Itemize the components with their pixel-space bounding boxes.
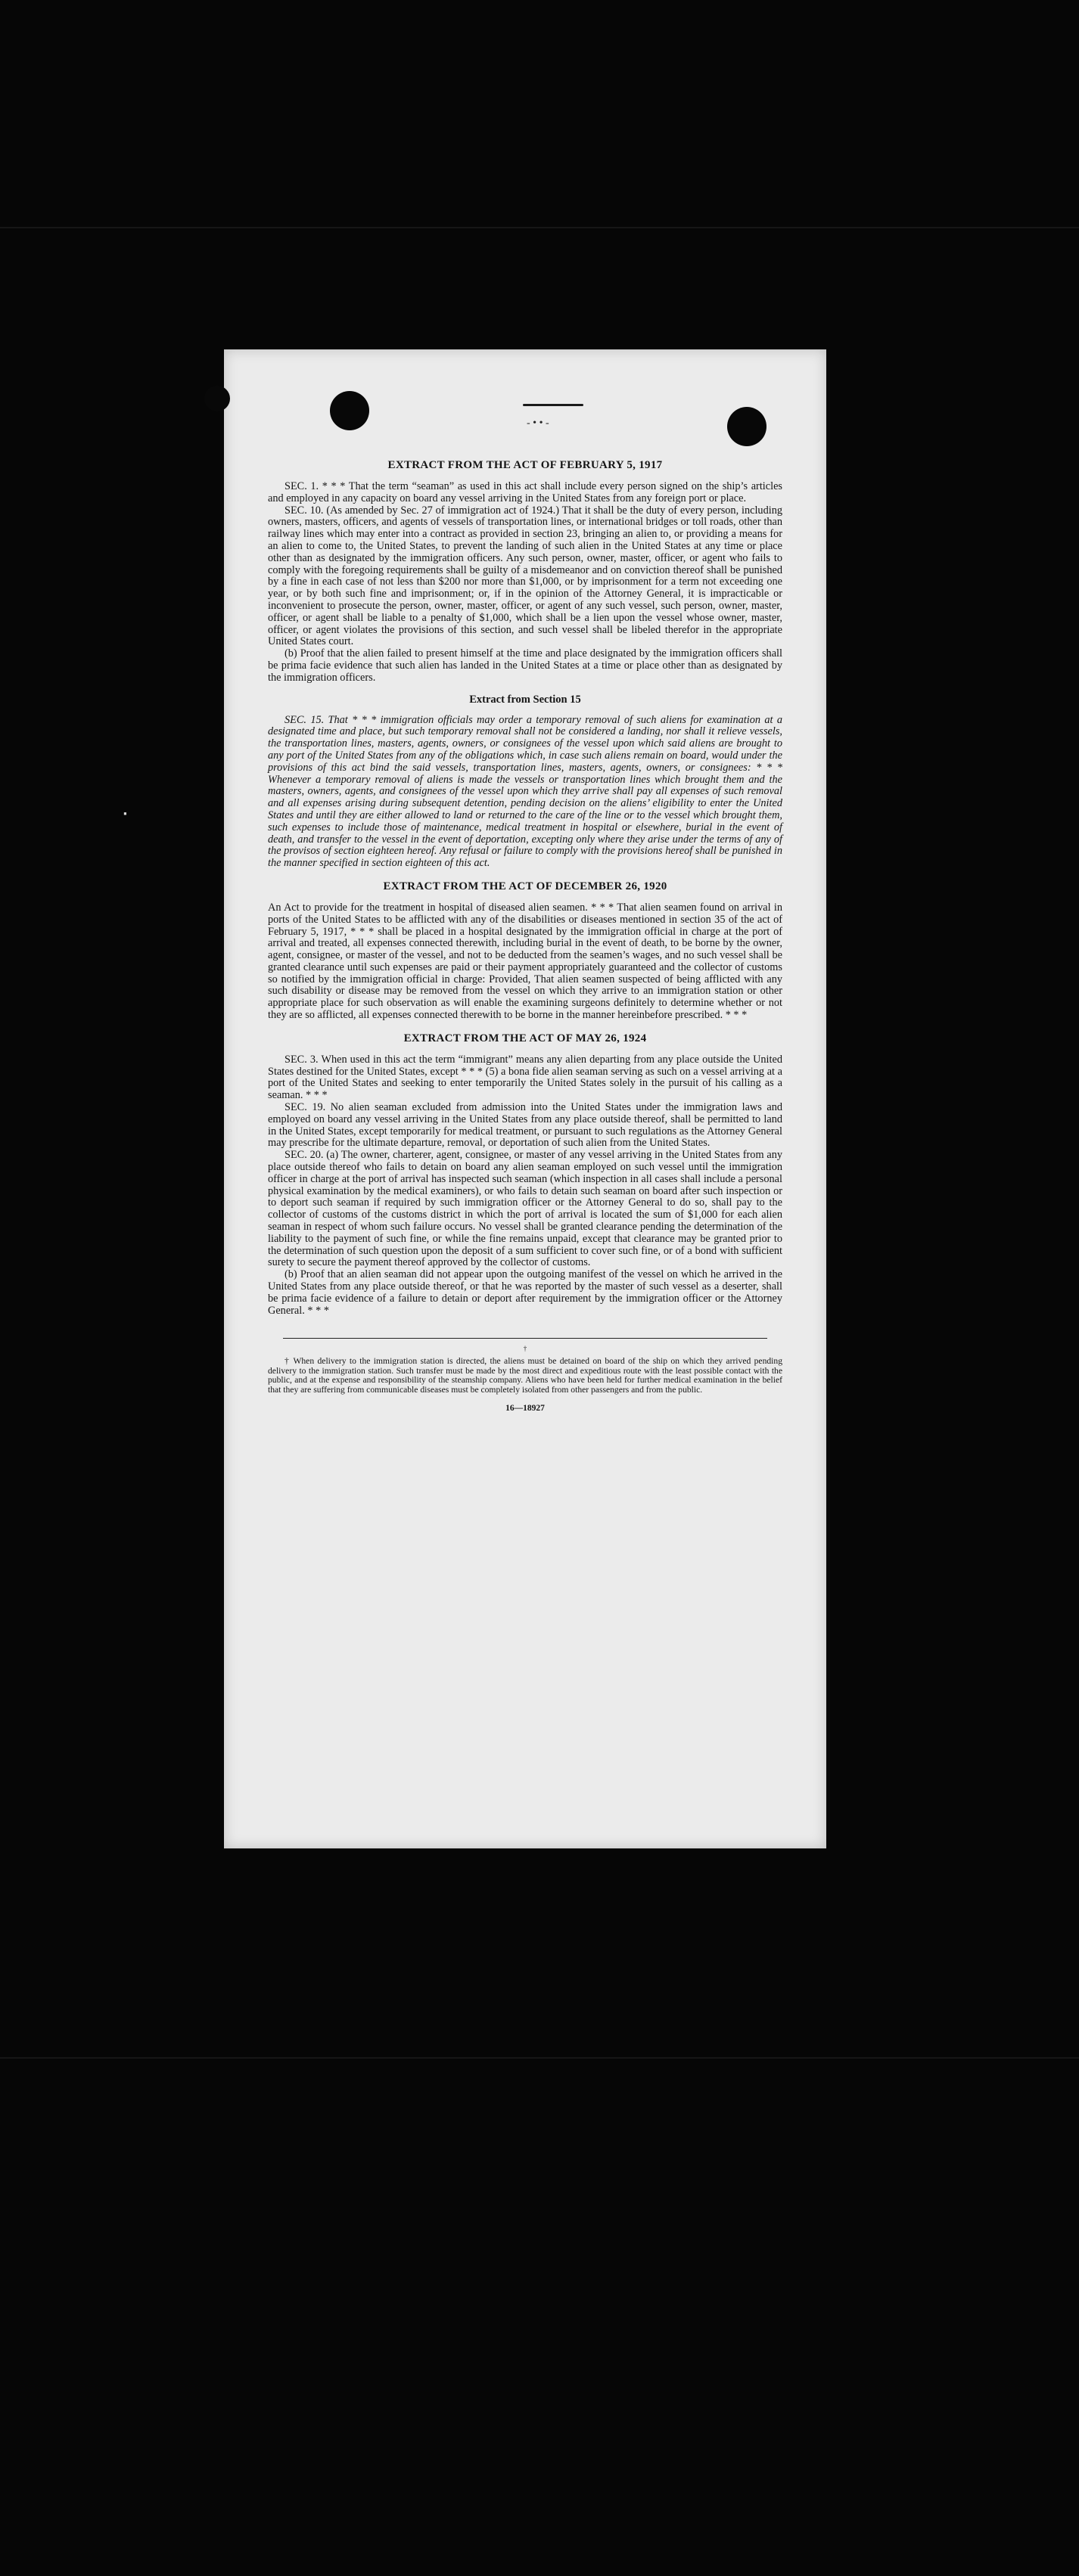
punch-hole-left [330, 391, 369, 430]
document-page [224, 349, 826, 1848]
scan-line-bottom [0, 2057, 1079, 2059]
paragraph-proof-b-1924: (b) Proof that an alien seaman did not appear upon the outgoing manifest of the vessel on which he arrived in the United States from any place outside thereof, or that he was reported by the master of such vessel as a deserter, shall be prima facie evidence of a failure to detain or deport after requirement by the immigration officer or the Attorney General. * * * [268, 1268, 782, 1317]
heading-act-1920: EXTRACT FROM THE ACT OF DECEMBER 26, 1920 [383, 880, 667, 892]
paragraph-sec-19: SEC. 19. No alien seaman excluded from admission into the United States under the immigration laws and employed on board any vessel arriving in the United States from any place outside thereof, shall be permitted to land in the United States, except temporarily for medical treatment, or pursuant to such regulations as the Attorney General may prescribe for the ultimate departure, removal, or deportation of such alien from the United States. [268, 1101, 782, 1150]
section-gap [268, 1022, 782, 1032]
scan-line-top [0, 227, 1079, 228]
document-body [268, 459, 782, 1414]
section-gap [268, 870, 782, 880]
paragraph-sec-20: SEC. 20. (a) The owner, charterer, agent, consignee, or master of any vessel arriving in the United States from any place outside thereof who fails to detain on board any alien seaman employed on such vessel until the immigration officer in charge at the port of arrival has inspected such seaman (which inspection in all cases shall include a personal physical examination by the medical examiners), or who fails to detain such seaman on board after such inspection or to deport such seaman if required by such immigration officer or the Attorney General to do so, shall pay to the collector of customs of the customs district in which the port of arrival is located the sum of $1,000 for each alien seaman in respect of whom such failure occurs. No vessel shall be granted clearance pending the determination of the liability to the payment of such fine, or while the fine remains unpaid, except that clearance may be granted prior to the determination of such question upon the deposit of a sum sufficient to cover such fine, or of a bond with sufficient surety to secure the payment thereof approved by the collector of customs. [268, 1149, 782, 1269]
paragraph-sec-3: SEC. 3. When used in this act the term “immigrant” means any alien departing from any place outside the United States destined for the United States, except * * * (5) a bona fide alien seaman serving as such on a vessel arriving at a port of the United States and seeking to enter temporarily the United States solely in the pursuit of his calling as a seaman. * * * [268, 1053, 782, 1102]
header-marks: - • • - [527, 417, 549, 429]
margin-mark-left: · [123, 806, 128, 822]
header-ink-mark [523, 404, 583, 406]
punch-hole-edge [204, 386, 230, 411]
paragraph-sec-1: SEC. 1. * * * That the term “seaman” as used in this act shall include every person signed on the ship’s articles and employed in any capacity on board any vessel arriving in the United States from any foreign port or place. [268, 480, 782, 504]
paragraph-proof-b: (b) Proof that the alien failed to present himself at the time and place designated by the immigration officers shall be prima facie evidence that such alien has landed in the United States at a time or place other than as designated by the immigration officers. [268, 647, 782, 684]
heading-section-15: Extract from Section 15 [469, 693, 581, 706]
punch-hole-right [727, 407, 766, 446]
footnote-marker: † [523, 1345, 527, 1353]
paragraph-sec-15: SEC. 15. That * * * immigration officials may order a temporary removal of such aliens for examination at a designated time and place, but such temporary removal shall not be considered a landing, nor shall it relieve vessels, the transportation lines, masters, agents, owners, or consignees of the vessel upon which said aliens are brought to any port of the United States from any of the obligations which, in case such aliens remain on board, would under the provisions of this act bind the said vessels, transportation lines, masters, agents, owners, or consignees: * * * Whenever a temporary removal of aliens is made the vessels or transportation lines which brought them and the masters, owners, agents, and consignees of the vessel upon which they arrive shall pay all expenses of such removal and all expenses arising during subsequent detention, pending decision on the aliens’ eligibility to enter the United States and until they are either allowed to land or returned to the care of the line or to the vessel which brought them, such expenses to include those of maintenance, medical treatment in hospital or elsewhere, burial in the event of death, and transfer to the vessel in the event of deportation, excepting only where they arise under the terms of any of the provisos of section eighteen hereof. Any refusal or failure to comply with the provisions hereof shall be punished in the manner specified in section eighteen of this act. [268, 713, 782, 870]
paragraph-act-1920: An Act to provide for the treatment in hospital of diseased alien seamen. * * * That alien seamen found on arrival in ports of the United States to be afflicted with any of the disabilities or diseases mentioned in section 35 of the act of February 5, 1917, * * * shall be placed in a hospital designated by the immigration official in charge at the port of arrival and treated, all expenses connected therewith, including burial in the event of death, to be borne by the owner, agent, consignee, or master of the vessel, and not to be deducted from the seamen’s wages, and no such vessel shall be granted clearance until such expenses are paid or their payment appropriately guaranteed and the collector of customs so notified by the immigration official in charge: Provided, That alien seamen suspected of being afflicted with any such disability or disease may be removed from the vessel on which they arrive to an immigration station or other appropriate place for such observation as will enable the examining surgeons definitely to determine whether or not they are so afflicted, all expenses connected therewith to be borne in the manner hereinbefore prescribed. * * * [268, 901, 782, 1022]
paragraph-sec-10: SEC. 10. (As amended by Sec. 27 of immigration act of 1924.) That it shall be the duty of every person, including owners, masters, officers, and agents of vessels of transportation lines, or international bridges or toll roads, other than railway lines which may enter into a contract as provided in section 23, bringing an alien to, or providing a means for an alien to come to, the United States, to prevent the landing of such alien in the United States at any time or place other than as designated by the immigration officers. Any such person, owner, master, officer, or agent who fails to comply with the foregoing requirements shall be guilty of a misdemeanor and on conviction thereof shall be punished by a fine in each case of not less than $200 nor more than $1,000, or by imprisonment for a term not exceeding one year, or by both such fine and imprisonment; or, if in the opinion of the Attorney General, it is impracticable or inconvenient to prosecute the person, owner, master, officer, or agent of any such vessel, such person, owner, master, officer, or agent shall be liable to a penalty of $1,000, which shall be a lien upon the vessel whose owner, master, officer, or agent violates the provisions of this section, and such vessel shall be libeled therefor in the appropriate United States court. [268, 504, 782, 648]
footnote-text: † When delivery to the immigration station is directed, the aliens must be detained on board of the ship on which they arrived pending delivery to the immigration station. Such transfer must be made by the most direct and expeditious route with the least possible contact with the public, and at the expense and responsibility of the steamship company. Aliens who have been held for further medical examination in the belief that they are suffering from communicable diseases must be completely isolated from other passengers and from the public. [268, 1356, 782, 1395]
form-number: 16—18927 [505, 1403, 545, 1413]
footnote-divider [283, 1338, 767, 1339]
heading-act-1924: EXTRACT FROM THE ACT OF MAY 26, 1924 [403, 1032, 647, 1044]
heading-act-1917: EXTRACT FROM THE ACT OF FEBRUARY 5, 1917 [387, 459, 663, 471]
